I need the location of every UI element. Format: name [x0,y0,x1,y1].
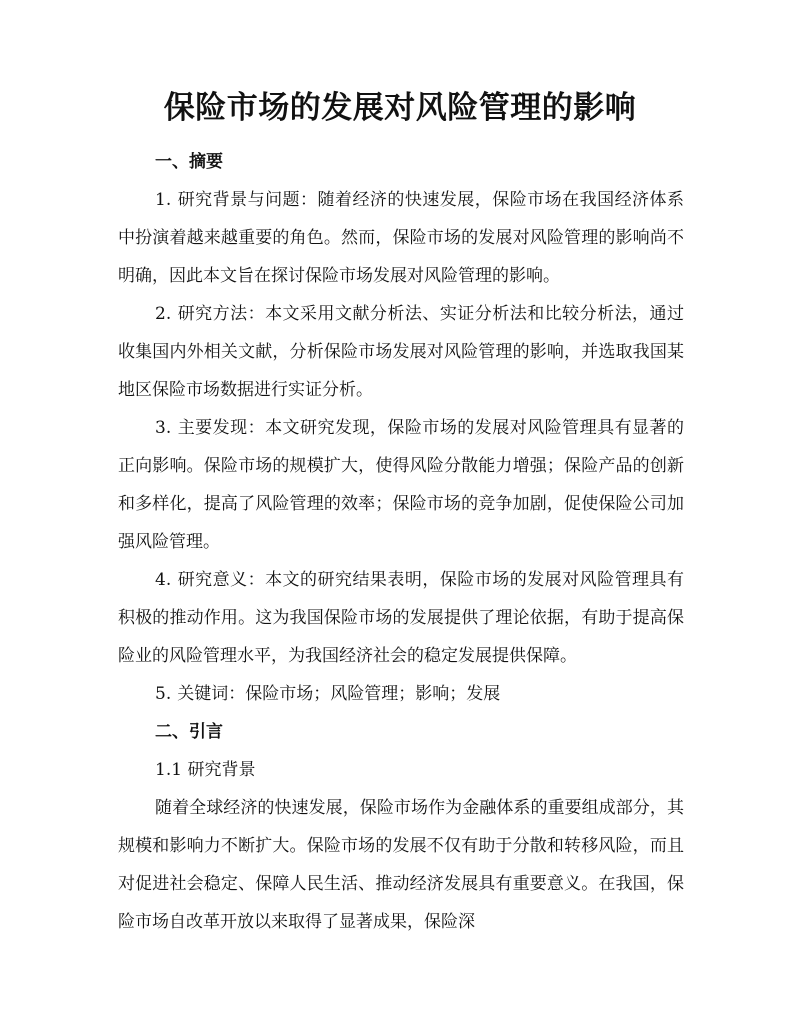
section-heading-introduction: 二、引言 [155,722,223,742]
paragraph-number: 4. [155,570,172,590]
paragraph-text: 研究背景与问题：随着经济的快速发展，保险市场在我国经济体系中扮演着越来越重要的角色。然而，保险市场的发展对风险管理的影响尚不明确，因此本文旨在探讨保险市场发展对风险管理的影响。 [118,190,684,286]
paragraph-text: 研究意义：本文的研究结果表明，保险市场的发展对风险管理具有积极的推动作用。这为我国保险市场的发展提供了理论依据，有助于提高保险业的风险管理水平，为我国经济社会的稳定发展提供保障。 [118,570,684,666]
document-title: 保险市场的发展对风险管理的影响 [163,90,637,126]
abstract-paragraph-3 [118,409,684,561]
paragraph-number: 1. [155,190,172,210]
paragraph-text: 研究方法：本文采用文献分析法、实证分析法和比较分析法，通过收集国内外相关文献，分析保险市场发展对风险管理的影响，并选取我国某地区保险市场数据进行实证分析。 [118,304,684,400]
introduction-paragraph-1 [118,789,684,941]
paragraph-text: 随着全球经济的快速发展，保险市场作为金融体系的重要组成部分，其规模和影响力不断扩大。保险市场的发展不仅有助于分散和转移风险，而且对促进社会稳定、保障人民生活、推动经济发展具有重要意义。在我国，保险市场自改革开放以来取得了显著成果，保险深 [118,798,684,932]
subsection-heading-1-1: 1.1 研究背景 [155,760,256,780]
abstract-paragraph-2 [118,295,684,409]
paragraph-number: 5. [155,684,172,704]
paragraph-text: 主要发现：本文研究发现，保险市场的发展对风险管理具有显著的正向影响。保险市场的规模扩大，使得风险分散能力增强；保险产品的创新和多样化，提高了风险管理的效率；保险市场的竞争加剧，促使保险公司加强风险管理。 [118,418,684,552]
paragraph-number: 3. [155,418,172,438]
abstract-paragraph-4 [118,561,684,675]
abstract-paragraph-1 [118,181,684,295]
section-heading-abstract: 一、摘要 [155,152,223,172]
document-body [118,143,684,941]
abstract-keywords [118,675,684,713]
paragraph-number: 2. [155,304,172,324]
paragraph-text: 关键词：保险市场；风险管理；影响；发展 [177,684,501,704]
